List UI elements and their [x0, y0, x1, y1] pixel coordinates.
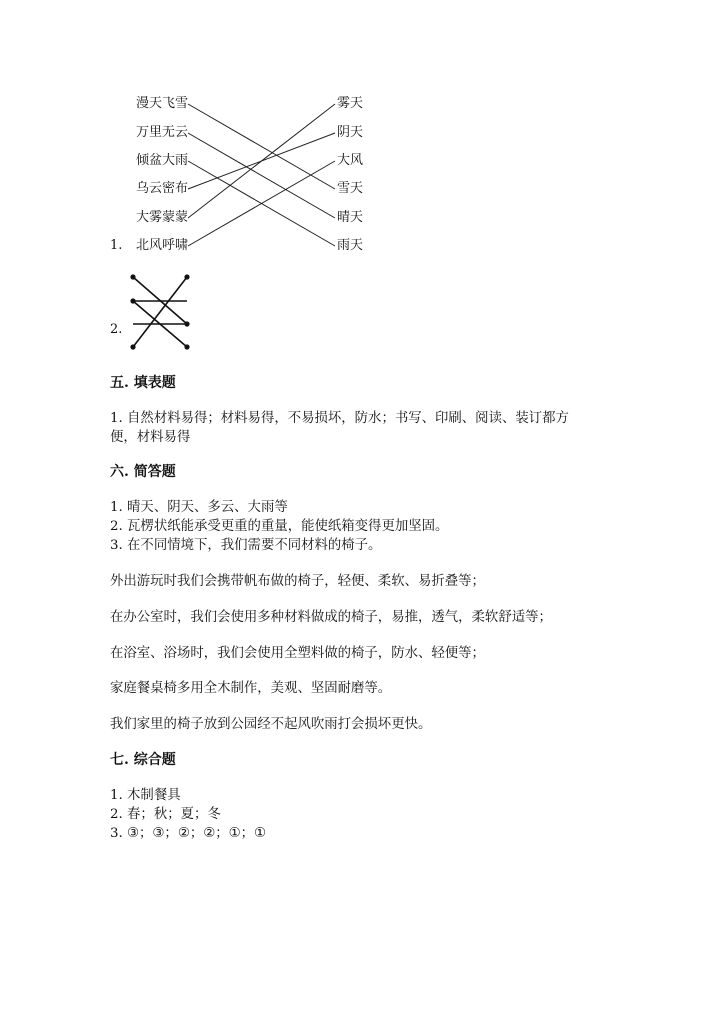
question-number: 2.	[110, 322, 123, 337]
match-dot	[184, 274, 189, 279]
match-dot	[130, 298, 135, 303]
right-word: 大风	[337, 153, 364, 168]
right-word: 雾天	[337, 96, 364, 111]
left-word: 漫天飞雪	[136, 96, 189, 111]
answer-line: 1. 自然材料易得；材料易得，不易损坏，防水；书写、印刷、阅读、装订都方	[110, 411, 569, 426]
answer-line: 2. 瓦楞状纸能承受更重的重量，能使纸箱变得更加坚固。	[110, 519, 449, 534]
left-word: 万里无云	[136, 125, 189, 140]
answer-line: 便，材料易得	[110, 430, 191, 445]
section-title: 七. 综合题	[110, 752, 176, 768]
answer-paragraph: 在浴室、浴场时，我们会使用全塑料做的椅子，防水、轻便等；	[110, 646, 485, 661]
match-dot	[184, 344, 189, 349]
answer-paragraph: 我们家里的椅子放到公园经不起风吹雨打会损坏更快。	[110, 717, 432, 732]
answer-line: 3. 在不同情境下，我们需要不同材料的椅子。	[110, 538, 382, 553]
left-word: 大雾蒙蒙	[136, 210, 189, 225]
right-word: 晴天	[337, 210, 364, 225]
dot-match-line	[133, 277, 187, 347]
answer-paragraph: 在办公室时，我们会使用多种材料做成的椅子，易推，透气，柔软舒适等；	[110, 610, 552, 625]
answer-line: 2. 春；秋；夏；冬	[110, 807, 221, 822]
question-number: 1.	[110, 238, 123, 253]
answer-line: 1. 晴天、阴天、多云、大雨等	[110, 500, 288, 515]
left-word: 北风呼啸	[136, 238, 189, 253]
match-dot	[130, 274, 135, 279]
right-word: 雨天	[337, 238, 364, 253]
section-title: 五. 填表题	[110, 375, 176, 391]
answer-paragraph: 家庭餐桌椅多用全木制作，美观、坚固耐磨等。	[110, 681, 392, 696]
right-word: 雪天	[337, 181, 364, 196]
left-word: 乌云密布	[136, 181, 189, 196]
match-dot	[184, 321, 189, 326]
answer-line: 3. ③；③；②；②；①；①	[110, 826, 267, 841]
right-word: 阴天	[337, 125, 364, 140]
answer-paragraph: 外出游玩时我们会携带帆布做的椅子，轻便、柔软、易折叠等；	[110, 574, 485, 589]
answer-line: 1. 木制餐具	[110, 788, 181, 803]
section-title: 六. 简答题	[110, 464, 176, 480]
left-word: 倾盆大雨	[136, 153, 189, 168]
match-dot	[130, 344, 135, 349]
